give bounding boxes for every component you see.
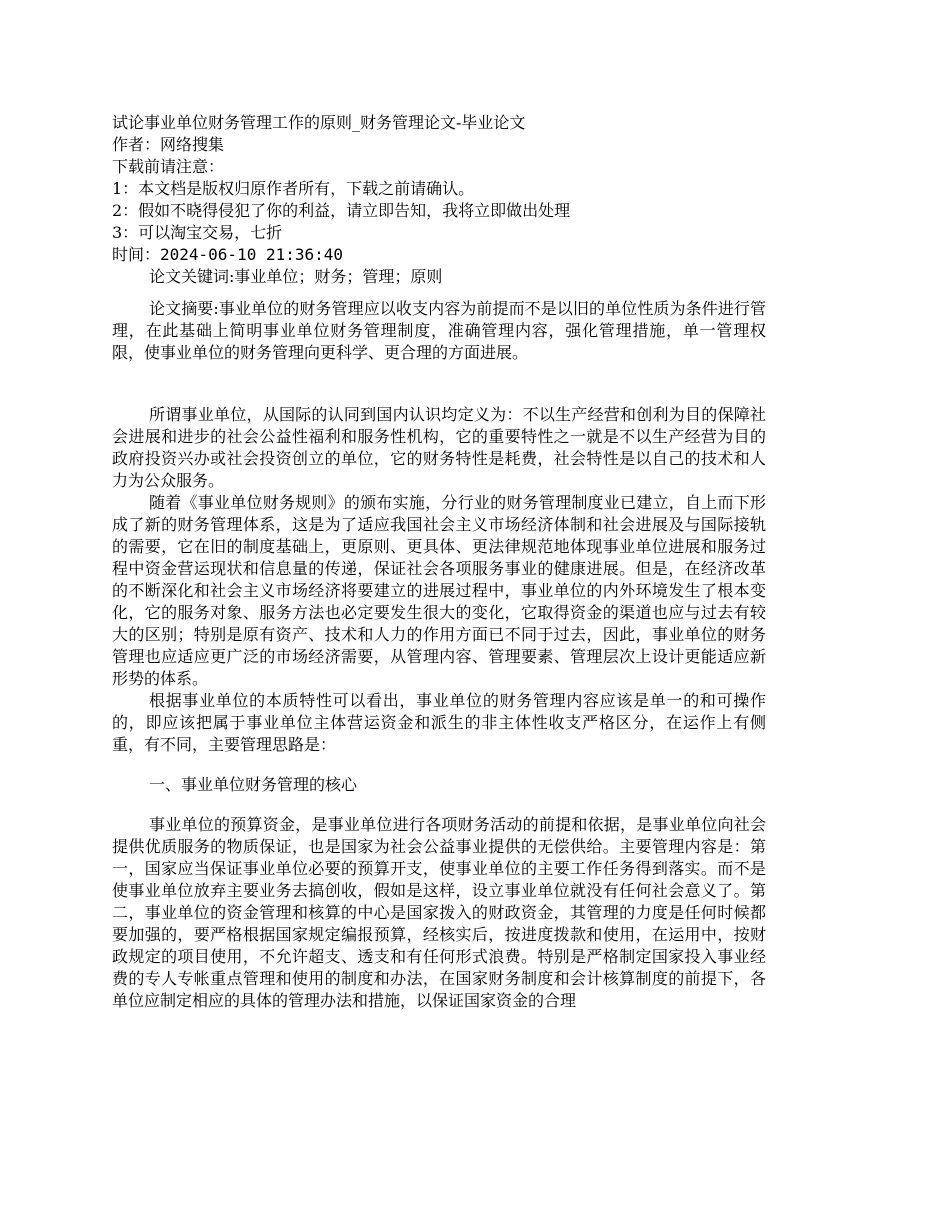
notice-line-1: 1：本文档是版权归原作者所有，下载之前请确认。 [112, 179, 475, 198]
keywords-line: 论文关键词:事业单位；财务；管理；原则 [149, 267, 443, 286]
time-line: 时间：2024-06-10 21:36:40 [112, 245, 344, 264]
body-paragraph-2: 随着《事业单位财务规则》的颁布实施，分行业的财务管理制度业已建立，自上而下形成了新的财务管理体系，这是为了适应我国社会主义市场经济体制和社会进展及与国际接轨的需要，它在旧的制度基础上，更原则、更具体、更法律规范地体现事业单位进展和服务过程中资金营运现状和信息量的传递，保证社会各项服务事业的健康进展。但是，在经济改革的不断深化和社会主义市场经济将要建立的进展过程中，事业单位的内外环境发生了根本变化，它的服务对象、服务方法也必定要发生很大的变化，它取得资金的渠道也应与过去有较大的区别；特别是原有资产、技术和人力的作用方面已不同于过去，因此，事业单位的财务管理也应适应更广泛的市场经济需要，从管理内容、管理要素、管理层次上设计更能适应新形势的体系。 [112, 493, 766, 688]
notice-line-2: 2：假如不晓得侵犯了你的利益，请立即告知，我将立即做出处理 [112, 201, 571, 220]
spacer [112, 364, 766, 404]
document-title: 试论事业单位财务管理工作的原则_财务管理论文-毕业论文 [112, 113, 526, 132]
spacer [112, 756, 766, 774]
body-paragraph-1: 所谓事业单位，从国际的认同到国内认识均定义为：不以生产经营和创利为目的保障社会进展和进步的社会公益性福利和服务性机构，它的重要特性之一就是不以生产经营为目的政府投资兴办或社会投资创立的单位，它的财务特性是耗费，社会特性是以自己的技术和人力为公众服务。 [112, 405, 766, 490]
section-heading: 一、事业单位财务管理的核心 [149, 775, 358, 794]
abstract-paragraph: 论文摘要:事业单位的财务管理应以收支内容为前提而不是以旧的单位性质为条件进行管理，在此基础上简明事业单位财务管理制度，准确管理内容，强化管理措施，单一管理权限，使事业单位的财务管理向更科学、更合理的方面进展。 [112, 299, 766, 362]
section-paragraph: 事业单位的预算资金，是事业单位进行各项财务活动的前提和依据，是事业单位向社会提供优质服务的物质保证，也是国家为社会公益事业提供的无偿供给。主要管理内容是：第一，国家应当保证事业单位必要的预算开支，使事业单位的主要工作任务得到落实。而不是使事业单位放弃主要业务去搞创收，假如是这样，设立事业单位就没有任何社会意义了。第二，事业单位的资金管理和核算的中心是国家拨入的财政资金，其管理的力度是任何时候都要加强的，要严格根据国家规定编报预算，经核实后，按进度拨款和使用，在运用中，按财政规定的项目使用，不允许超支、透支和有任何形式浪费。特别是严格制定国家投入事业经费的专人专帐重点管理和使用的制度和办法，在国家财务制度和会计核算制度的前提下，各单位应制定相应的具体的管理办法和措施，以保证国家资金的合理 [112, 815, 766, 1010]
author-line: 作者：网络搜集 [112, 135, 225, 154]
body-paragraph-3: 根据事业单位的本质特性可以看出，事业单位的财务管理内容应该是单一的和可操作的，即应该把属于事业单位主体营运资金和派生的非主体性收支严格区分，在运作上有侧重，有不同，主要管理思路是： [112, 691, 766, 754]
spacer [112, 796, 766, 814]
notice-line-3: 3：可以淘宝交易，七折 [112, 223, 283, 242]
notice-title: 下载前请注意： [112, 157, 225, 176]
spacer [112, 288, 766, 298]
document-content [112, 112, 766, 1012]
